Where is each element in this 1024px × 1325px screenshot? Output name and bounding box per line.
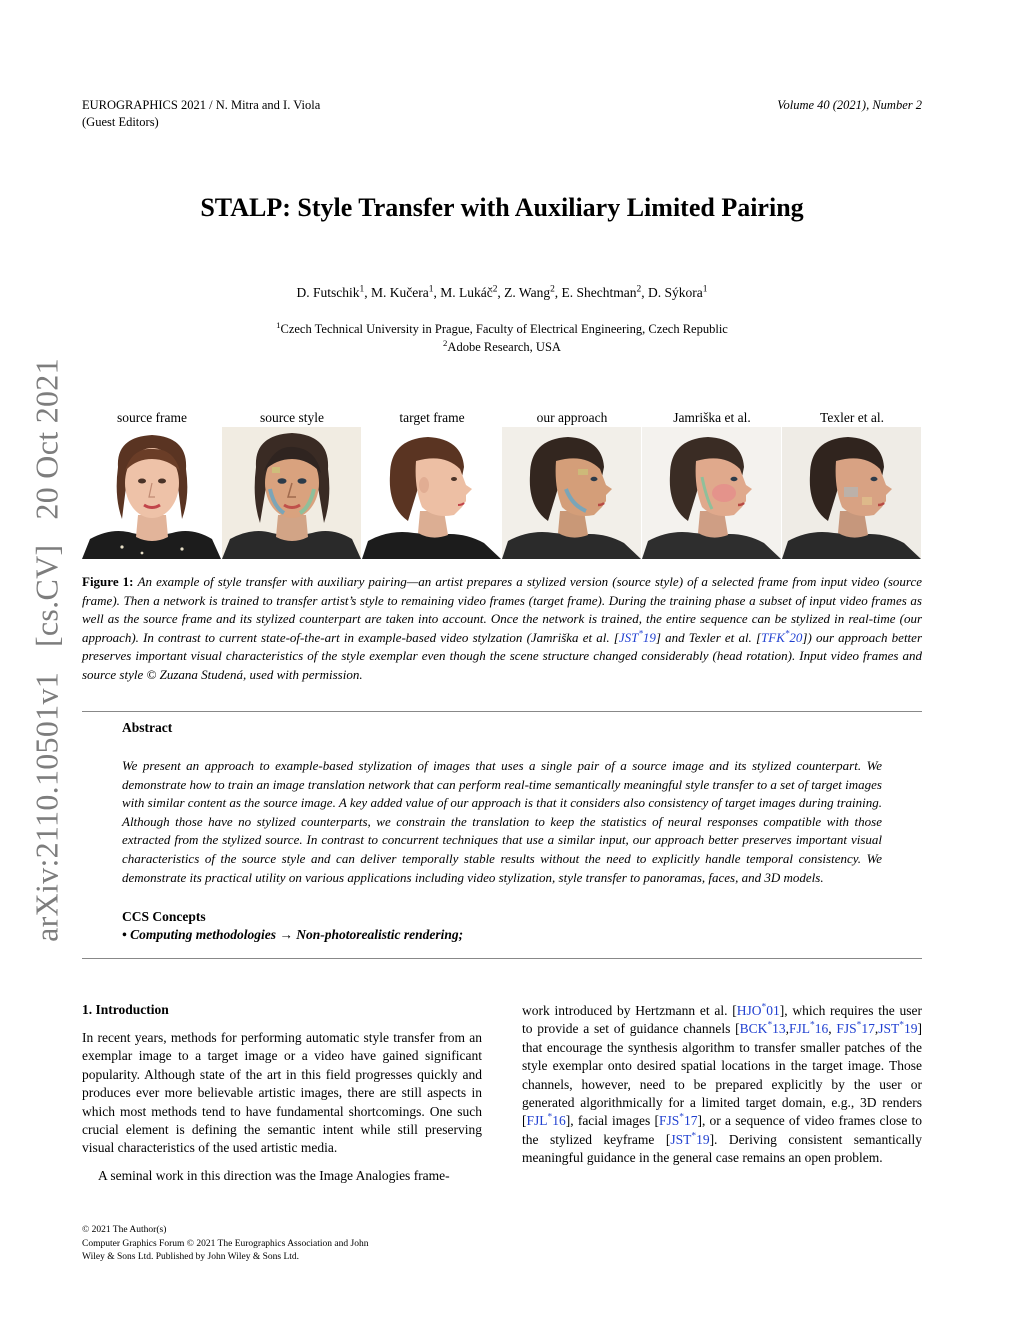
body-text: work introduced by Hertzmann et al. [ [522,1003,737,1018]
affil-mark: 2 [550,284,555,295]
right-column [522,1002,922,1168]
author: M. Kučera [371,285,429,300]
affiliation-1 [0,320,1004,338]
figure-label-target-frame: target frame [399,410,465,425]
abstract-text: We present an approach to example-based stylization of images that uses a single pair of a source image and its stylized counterpart. We demonstrate how to train an image translation network that can perform real-time semantically meaningful style transfer to a set of target images with similar content as the source image. A key added value of our approach is that it considers also consistency of target images during training. Although those have no stylized counterparts, we constrain the translation to keep the statistics of neural responses compatible with those extracted from the stylized source. In contrast to concurrent techniques that use a similar input, our approach better preserves important visual characteristics of the source style and can deliver temporally stable results without the need to explicitly handle temporal consistency. We demonstrate its practical utility on various applications including video stylization, style transfer to panoramas, faces, and 3D models. [122,758,882,885]
ccs-concepts: • Computing methodologies → Non-photorealistic rendering; [122,927,464,942]
author-list: D. Futschik$^1$, M. Kučera$^1$, M. Lukáč$^2$, Z. Wang$^2$, E. Shechtman$^2$, D. Sýkora$^1$ [296,284,708,300]
citation-link[interactable]: TFK*20 [761,628,803,645]
citation-year: 19 [904,1021,918,1037]
citation-key: FJL [789,1021,811,1037]
arxiv-category: [cs.CV] [28,544,65,648]
figure-caption-text-1: An example of style transfer with auxiliary pairing—an artist prepares a stylized version (source style) of a selected frame from input video (source frame). Then a network is trained to transfer artist’s style to remaining video frames (target frame). During the training phase a subset of input video frames as well as the source frame and its stylized counterpart are taken into account. Once the network is trained, the entire sequence can be stylized in real-time (our approach). In contrast to current state-of-the-art in example-based video stylzation (Jamriška et al. [ [82,574,923,645]
figure-caption-label: Figure 1: [82,574,134,589]
author: D. Sýkora [648,285,703,300]
citation-year: 17 [861,1021,875,1037]
footer-journal: Computer Graphics Forum © 2021 The Eurographics Association and John [82,1238,369,1249]
citation-link[interactable]: FJL*16 [526,1112,566,1129]
citation-year: 19 [696,1131,710,1147]
citation-key: FJS [836,1021,857,1037]
figure-label-source-frame: source frame [116,410,188,425]
citation-link[interactable]: BCK*13 [739,1020,786,1037]
running-header-left [82,97,320,131]
citation-link[interactable]: JST*19 [878,1020,918,1037]
footer-publisher: Wiley & Sons Ltd. Published by John Wiley & Sons Ltd. [82,1252,300,1262]
section-divider [82,958,922,959]
author: M. Lukáč [440,285,493,300]
citation-key: JST [878,1021,900,1037]
arxiv-stamp [29,358,66,942]
citation-year: 13 [772,1021,786,1037]
figure-image-our-approach [502,427,641,559]
citation-year: 16 [814,1021,829,1037]
header-editors: (Guest Editors) [82,115,159,129]
figure-image-source-frame [82,427,221,559]
citation-link[interactable]: JST*19 [618,628,656,645]
citation-key: HJO [736,1003,762,1018]
ccs-heading: CCS Concepts [122,909,206,924]
citation-key: FJS [658,1113,680,1129]
figure-label-source-style: source style [259,410,325,425]
arxiv-id: arXiv:2110.10501v1 [28,671,65,942]
figure-caption-text-2: ] and Texler et al. [ [655,629,762,645]
figure-caption-text-3: ]) our approach better preserves important visual characteristics of the style exemplar even though the scene structure changed considerably (head rotation). Input video frames and source style © Zuzana Studená, used with permission. [82,629,922,682]
running-header-right: Volume 40 (2021), Number 2 [777,98,922,112]
citation-year: 17 [683,1113,698,1129]
figure-image-jamriska [642,427,781,559]
figure-label-texler: Texler et al. [820,410,884,425]
affil-mark: 1 [359,284,365,295]
citation-key: BCK [739,1021,768,1037]
abstract-heading: Abstract [122,720,173,735]
footer-copyright: © 2021 The Author(s) [82,1225,167,1235]
page-footer [82,1224,368,1265]
affil-mark: 2 [636,284,642,295]
citation-link[interactable]: FJS*17 [658,1112,698,1129]
citation-key: TFK [761,629,785,645]
affiliation-2 [0,338,1004,356]
author: D. Futschik [296,285,360,300]
author: Z. Wang [504,285,551,300]
citation-key: JST [670,1131,692,1147]
arxiv-date: 20 Oct 2021 [28,358,65,520]
figure-label-our-approach: our approach [536,410,608,425]
citation-year: 20 [789,629,803,645]
body-text: ] that encourage the synthesis algorithm to transfer smaller patches of the style exemplar onto desired spatial locations in the target image. Those channels, however, need to be prepared explicitly by the user or generated algorithmically for a limited target domain, e.g., 3D renders [ [522,1021,922,1129]
intro-paragraph-1: In recent years, methods for performing automatic style transfer from an exemplar image to a target image or a video have gained significant popularity. Although state of the art in this field progresses quickly and produces ever more believable artistic images, there are still aspects in which most methods tend to have fundamental shortcomings. One such crucial element is defining the semantic intent while still preserving visual characteristics of the used artistic media. [82,1030,482,1156]
citation-year: 16 [552,1113,566,1129]
author: E. Shechtman [561,285,637,300]
citation-key: JST [618,629,639,645]
intro-paragraph-3: work introduced by Hertzmann et al. [HJO*01], which requires the user to provide a set of guidance channels [BCK*13,FJL*16, FJS*17,JST*19] that encourage the synthesis algorithm to transfer smaller patches of the style exemplar onto desired spatial locations in the target image. Those channels, however, need to be prepared explicitly by the user or generated algorithmically for a limited target domain, e.g., 3D renders [FJL*16], facial images [FJS*17], or a sequence of video frames close to the stylized keyframe [JST*19]. Deriving consistent semantically meaningful guidance in the general case remains an open problem. [522,1002,923,1166]
affil-mark: 2 [443,337,448,348]
affil-mark: 1 [428,284,434,295]
intro-paragraph-2: A seminal work in this direction was the Image Analogies frame- [98,1167,450,1183]
affil-mark: 1 [702,284,708,295]
affil-mark: 1 [276,319,281,330]
body-text: ], facial images [ [565,1113,659,1129]
body-text: ]. Deriving consistent semantically meaningful guidance in the general case remains an open problem. [522,1131,923,1166]
figure-image-texler [782,427,921,559]
citation-link[interactable]: HJO*01 [736,1002,780,1018]
affiliation-text: Czech Technical University in Prague, Faculty of Electrical Engineering, Czech Republic [280,322,728,336]
affil-mark: 2 [492,284,498,295]
citation-link[interactable]: FJL*16 [789,1020,829,1037]
figure-caption [82,573,922,685]
figure-label-jamriska: Jamriška et al. [673,410,751,425]
body-text: ], which requires the user to provide a set of guidance channels [ [522,1003,922,1037]
affiliation-text: Adobe Research, USA [447,340,561,354]
citation-year: 19 [642,629,656,645]
citation-link[interactable]: FJS*17 [836,1020,875,1037]
left-column [82,1029,482,1185]
header-venue: EUROGRAPHICS 2021 / N. Mitra and I. Viola [82,98,321,112]
paper-title: STALP: Style Transfer with Auxiliary Limited Pairing [200,193,804,222]
body-text: ], or a sequence of video frames close to the stylized keyframe [ [522,1113,922,1147]
section-divider [82,711,922,712]
figure-image-target-frame [362,427,501,559]
citation-link[interactable]: JST*19 [670,1131,710,1147]
section-heading-introduction: 1. Introduction [82,1002,169,1017]
citation-year: 01 [766,1003,780,1018]
affiliations [0,320,1004,356]
figure-image-source-style [222,427,361,559]
citation-key: FJL [526,1113,548,1129]
